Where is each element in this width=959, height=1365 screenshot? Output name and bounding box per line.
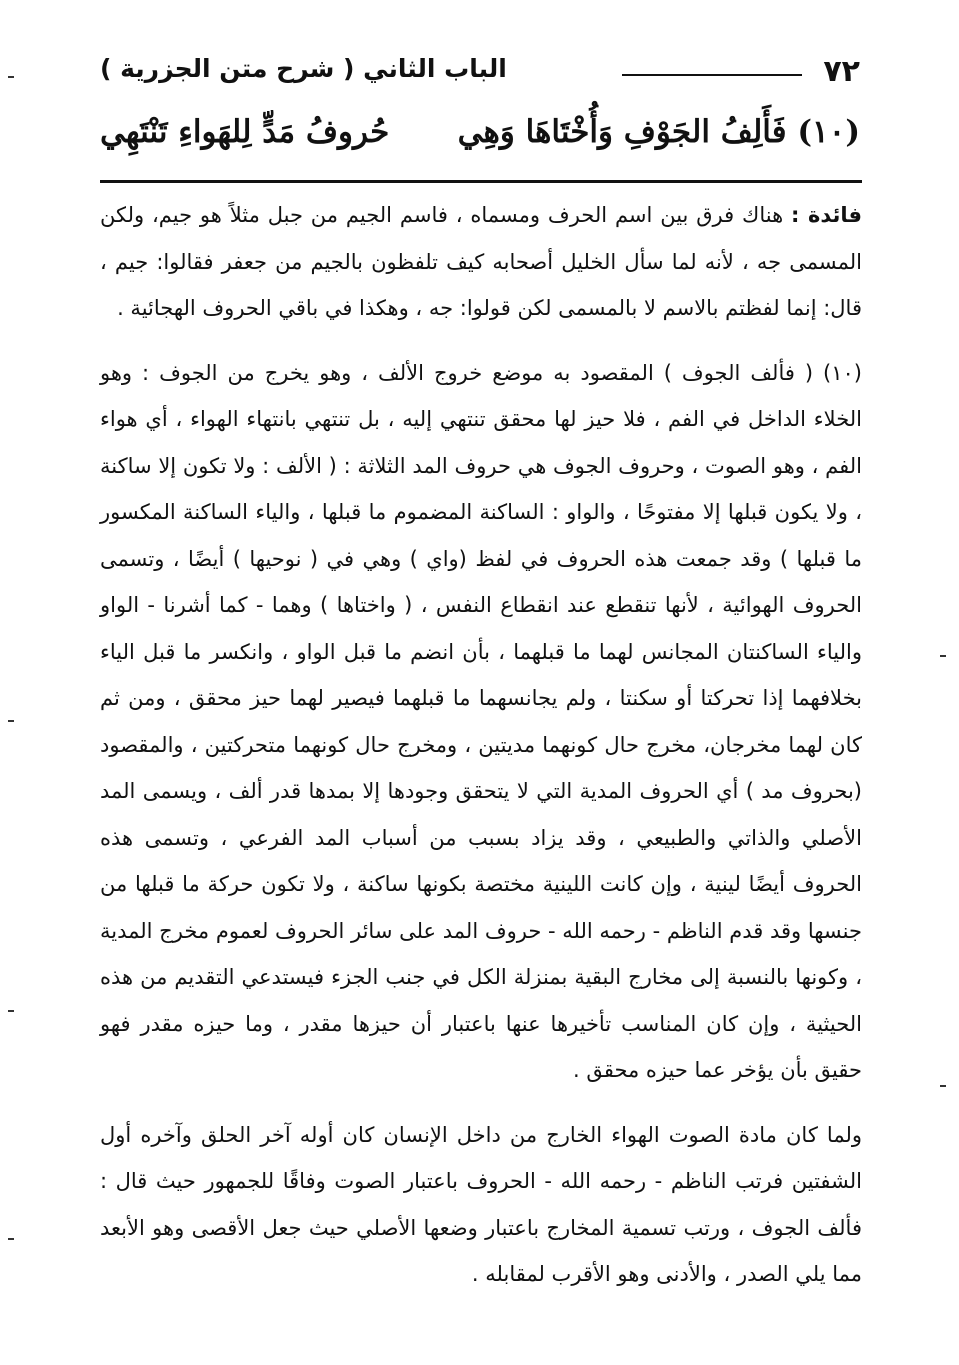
- page-header: [100, 52, 860, 96]
- verse-separator-rule: [100, 180, 862, 183]
- scan-margin-mark: [8, 1010, 14, 1012]
- scan-margin-mark: [8, 720, 14, 722]
- verse-second-hemistich: حُروفُ مَدٍّ لِلهَواءِ تَنْتَهِي: [100, 114, 390, 150]
- running-title: الباب الثاني ( شرح متن الجزرية ): [100, 54, 507, 83]
- scan-margin-mark: [8, 1238, 14, 1240]
- scan-margin-mark: [8, 76, 14, 78]
- fa2ida-text: هناك فرق بين اسم الحرف ومسماه ، فاسم الجيم من جبل مثلاً هو جيم، ولكن المسمى جه ، لأنه لما سأل الخليل أصحابه كيف تلفظون بالجيم من جعفر فقالوا: جيم ، قال: إنما لفظتم بالاسم لا بالمسمى لكن قولوا: جه ، وهكذا في باقي الحروف الهجائية .: [100, 203, 862, 320]
- page-number: ٧٢: [823, 54, 860, 89]
- scan-margin-mark: [940, 1085, 946, 1087]
- header-rule: [622, 74, 802, 76]
- verse-first-hemistich: (١٠) فَأَلِفُ الجَوْفِ وَأُخْتَاهَا وَهِي: [457, 114, 860, 150]
- verse-line: [100, 108, 860, 170]
- closing-paragraph: ولما كان مادة الصوت الهواء الخارج من داخل الإنسان كان أوله آخر الحلق وآخره أول الشفتين فرتب الناظم - رحمه الله - الحروف باعتبار الصوت وفاقًا للجمهور حيث قال : فألف الجوف ، ورتب تسمية المخارج باعتبار وضعها الأصلي حيث جعل الأقصى وهو الأبعد مما يلي الصدر ، والأدنى وهو الأقرب لمقابله .: [100, 1122, 862, 1286]
- fa2ida-label: فائدة :: [791, 203, 862, 227]
- fa2ida-paragraph: [100, 192, 862, 332]
- commentary-body: [100, 192, 862, 1298]
- scan-margin-mark: [940, 655, 946, 657]
- commentary-paragraph: (١٠) ( فألف الجوف ) المقصود به موضع خروج الألف ، وهو يخرج من الجوف : وهو الخلاء الداخل في الفم ، فلا حيز لها محقق تنتهي إليه ، بل تنتهي بانتهاء الهواء ، أي هواء الفم ، وهو الصوت ، وحروف الجوف هي حروف المد الثلاثة : ( الألف : ولا تكون إلا ساكنة ، ولا يكون قبلها إلا مفتوحًا ، والواو : الساكنة المضموم ما قبلها ، والياء الساكنة المكسور ما قبلها ) وقد جمعت هذه الحروف في لفظ (واي ) وهي في ( نوحيها ) أيضًا ، وتسمى الحروف الهوائية ، لأنها تنقطع عند انقطاع النفس ، ( واختاها ) وهما - كما أشرنا - الواو والياء الساكنتان المجانس لهما ما قبلهما ، بأن انضم ما قبل الواو ، وانكسر ما قبل الياء بخلافهما إذا تحركتا أو سكنتا ، ولم يجانسهما ما قبلهما فيصير لهما حيز محقق ، ومن ثم كان لهما مخرجان، مخرج حال كونهما مديتين ، ومخرج حال كونهما متحركتين ، والمقصود (بحروف مد ) أي الحروف المدية التي لا يتحقق وجودها إلا بمدها قدر ألف ، ويسمى المد الأصلي والذاتي والطبيعي ، وقد يزاد بسبب من أسباب المد الفرعي ، وتسمى هذه الحروف أيضًا لينية ، وإن كانت اللينية مختصة بكونها ساكنة ، ولا تكون حركة ما قبلها من جنسها وقد قدم الناظم - رحمه الله - حروف المد على سائر الحروف لعموم مخرج المدية ، وكونها بالنسبة إلى مخارج البقية بمنزلة الكل في جنب الجزء فيستدعي التقديم من هذه الحيثية ، وإن كان المناسب تأخيرها عنها باعتبار أن حيزها مقدر ، وما حيزه مقدر فهو حقيق بأن يؤخر عما حيزه محقق .: [100, 360, 862, 1082]
